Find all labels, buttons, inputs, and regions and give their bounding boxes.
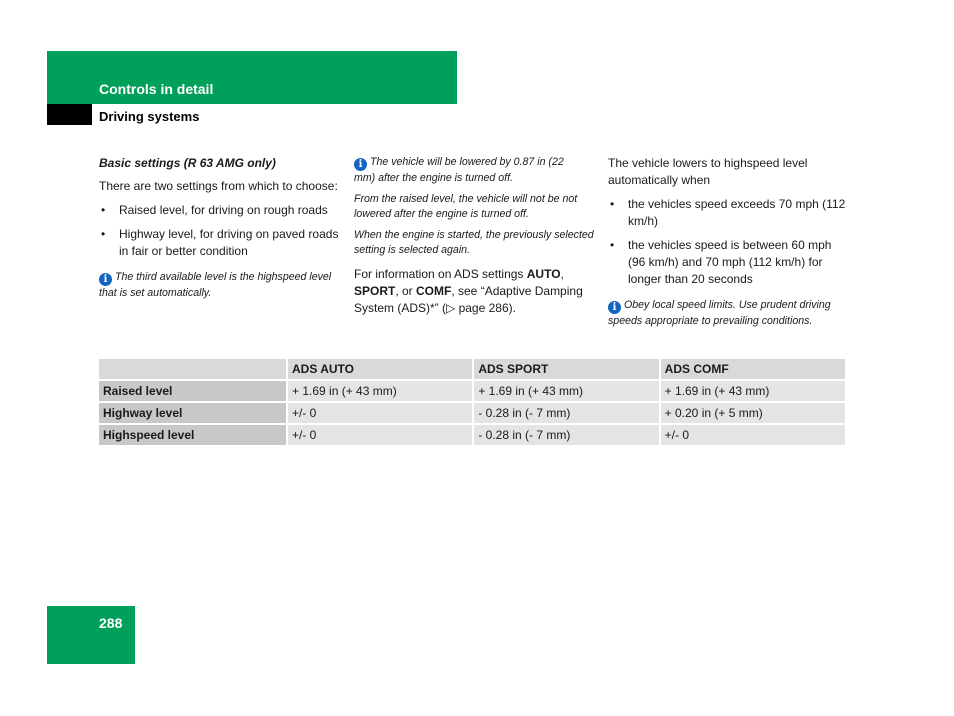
- list-item: • the vehicles speed is between 60 mph (96 km/h) and 70 mph (112 km/h) for longer than 20 seconds: [610, 238, 832, 286]
- table-header-ads-comf: ADS COMF: [661, 359, 847, 381]
- list-item: • the vehicles speed exceeds 70 mph (112 km/h): [610, 197, 846, 228]
- table-cell: + 0.20 in (+ 5 mm): [661, 403, 847, 425]
- table-cell: - 0.28 in (- 7 mm): [474, 425, 660, 447]
- column-highspeed: [608, 155, 853, 329]
- table-cell: + 1.69 in (+ 43 mm): [474, 381, 660, 403]
- settings-intro: There are two settings from which to choose:: [99, 179, 338, 193]
- settings-list: [99, 202, 344, 260]
- subsection-marker: [47, 104, 92, 125]
- table-row: [99, 425, 847, 447]
- section-title: Controls in detail: [99, 81, 214, 97]
- page-number: 288: [99, 615, 123, 631]
- column-basic-settings: [99, 155, 344, 301]
- lowering-note: i The vehicle will be lowered by 0.87 in (22 mm) after the engine is turned off.: [354, 156, 564, 184]
- table-row: [99, 381, 847, 403]
- ads-info-text: For information on ADS settings AUTO, SPORT, or COMF, see “Adaptive Damping System (ADS)*” (▷ page 286).: [354, 267, 583, 315]
- raised-level-note: From the raised level, the vehicle will not be not lowered after the engine is turned off.: [354, 193, 578, 220]
- table-header-row: [99, 359, 847, 381]
- table-cell: +/- 0: [288, 425, 474, 447]
- table-header-empty: [99, 359, 288, 381]
- info-icon: i: [608, 301, 621, 314]
- speed-limit-note: i Obey local speed limits. Use prudent driving speeds appropriate to prevailing conditions.: [608, 299, 831, 327]
- highspeed-conditions-list: [608, 196, 848, 288]
- table-header-ads-sport: ADS SPORT: [474, 359, 660, 381]
- engine-start-note: When the engine is started, the previously selected setting is selected again.: [354, 229, 594, 256]
- ads-level-table: [99, 359, 847, 447]
- subsection-title: Driving systems: [99, 109, 200, 124]
- table-cell: +/- 0: [661, 425, 847, 447]
- row-label: Raised level: [99, 381, 288, 403]
- highspeed-intro: The vehicle lowers to highspeed level automatically when: [608, 156, 808, 187]
- highspeed-note: i The third available level is the highspeed level that is set automatically.: [99, 271, 332, 299]
- table-cell: + 1.69 in (+ 43 mm): [661, 381, 847, 403]
- table-row: [99, 403, 847, 425]
- column-lowering-notes: [354, 155, 599, 317]
- list-item: • Highway level, for driving on paved roads in fair or better condition: [101, 227, 339, 258]
- list-item: • Raised level, for driving on rough roads: [101, 203, 328, 217]
- basic-settings-heading: Basic settings (R 63 AMG only): [99, 156, 276, 170]
- info-icon: i: [99, 273, 112, 286]
- table-cell: +/- 0: [288, 403, 474, 425]
- row-label: Highway level: [99, 403, 288, 425]
- info-icon: i: [354, 158, 367, 171]
- row-label: Highspeed level: [99, 425, 288, 447]
- table-cell: - 0.28 in (- 7 mm): [474, 403, 660, 425]
- table-header-ads-auto: ADS AUTO: [288, 359, 474, 381]
- table-cell: + 1.69 in (+ 43 mm): [288, 381, 474, 403]
